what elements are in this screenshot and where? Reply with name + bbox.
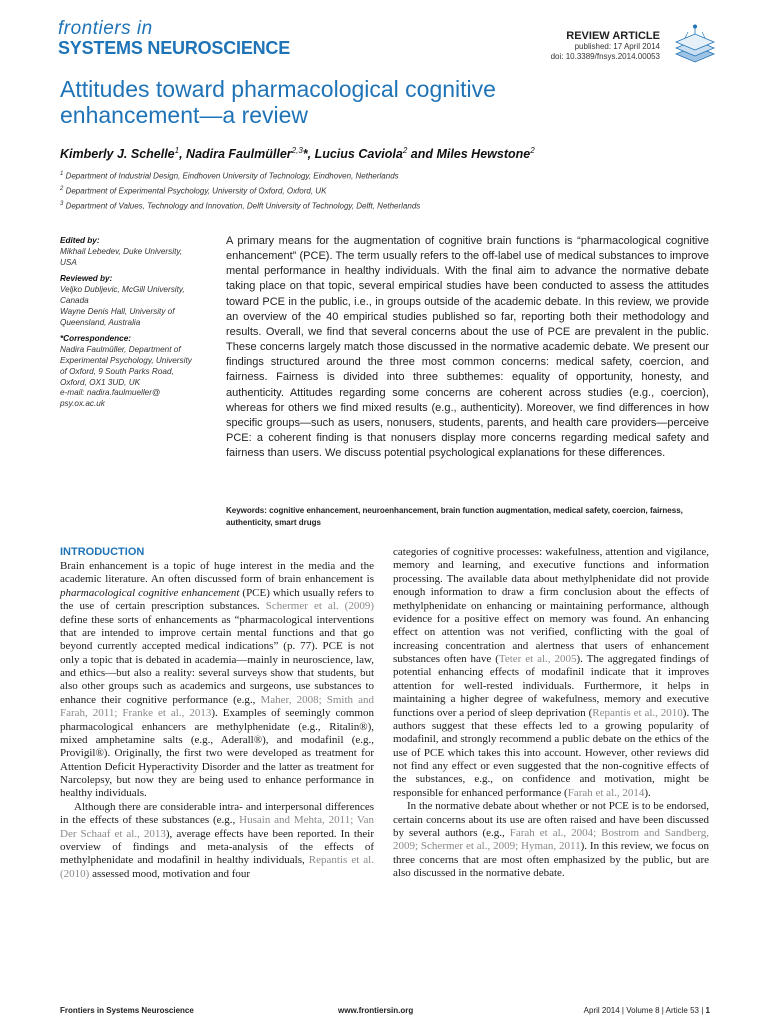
body-column-right [393, 546, 709, 880]
correspondence-label: *Correspondence: [60, 334, 131, 344]
text-run: Although there are considerable intra- and interpersonal differences in the effects of these substances (e.g., [60, 800, 374, 827]
citation-link[interactable]: Repantis et al., 2010 [592, 706, 683, 719]
text-run: ). In this review, we focus on three concerns that are most often emphasized by the public, but are also discussed in the normative debate. [393, 840, 709, 879]
article-meta [551, 30, 660, 62]
reviewer-line: Veljko Dubljevic, McGill University, [60, 285, 185, 295]
text-run: ). The aggregated findings of potential enhancing effects of modafinil indicate that it improves attention for well-rested individuals. Furthermore, it helps in maintaining a higher degree of wakefulness, memory and executive functions over a period of sleep deprivation ( [393, 653, 709, 719]
correspondence-email[interactable]: psy.ox.ac.uk [60, 399, 105, 409]
text-run: ), average effects have been reported. In their overview of findings and meta-analysis of the effects of methylphenidate and modafinil in healthy individuals, [60, 827, 375, 867]
citation-link[interactable]: Husain and Mehta, 2011; Van Der Schaaf et al., 2013 [60, 814, 375, 840]
affiliation-sup: 1 [60, 171, 64, 177]
affiliation-text: Department of Experimental Psychology, University of Oxford, Oxford, UK [65, 186, 327, 196]
author-affil-sup: 1 [174, 146, 180, 155]
author-separator: and [407, 147, 437, 162]
correspondence-line: Oxford, OX1 3UD, UK [60, 377, 141, 387]
reviewer-line: Queensland, Australia [60, 317, 141, 327]
abstract: A primary means for the augmentation of cognitive brain functions is “pharmacological cognitive enhancement” (PCE). The term usually refers to the off-label use of medical substances to improve mental performance in healthy individuals. With the final aim to advance the normative debate taking place on that topic, several empirical studies have been conducted to assess the attitudes toward PCE in the public, i.e., in groups outside of the academic debate. In this review, we provide an overview of the 40 empirical studies published so far, reporting both their methodology and results. Overall, we find that several concerns about the use of PCE are prevalent in the public. These concerns largely match those discussed in the normative academic debate. We present our findings structured around the three most common concerns: medical safety, coercion, and fairness. Fairness is divided into three subthemes: equality of opportunity, honesty, and authenticity. Attitudes regarding some concerns are coherent across studies (e.g., coercion), whereas for others we find mixed results (e.g., authenticity). Moreover, we find differences in how specific groups—such as users, nonusers, students, parents, and health care providers—perceive PCE: a coherent finding is that nonusers display more concerns regarding medical safety and fairness than users. We discuss potential psychological explanations for these differences. [226, 235, 709, 460]
author-affil-sup: 2 [402, 146, 408, 155]
edited-by-label: Edited by: [60, 236, 100, 245]
doi: doi: 10.3389/fnsys.2014.00053 [550, 52, 660, 61]
text-run: ). [644, 786, 651, 799]
reviewed-by-label: Reviewed by: [60, 274, 113, 284]
affiliation [60, 168, 420, 183]
section-heading-introduction: INTRODUCTION [60, 546, 145, 558]
reviewer-line: Canada [60, 295, 89, 305]
paragraph [60, 801, 374, 881]
text-run: define these sorts of enhancements as “pharmacological interventions that are intended to improve certain mental functions and that go beyond currently accepted medical indications” (p. 77). PCE is not only a topic that is debated in academia—mainly in neuroscience, law, and ethics—but also a reality: several surveys show that students, but also other groups such as academics and surgeons, use substances to enhance their cognitive performance (e.g., [60, 613, 374, 706]
text-run: (PCE) which usually refers to the use of certain prescription substances. [60, 586, 374, 613]
citation-link[interactable]: Farah et al., 2004; Bostrom and Sandberg, 2009; Schermer et al., 2009; Hyman, 2011 [393, 826, 709, 853]
footer-journal: Frontiers in Systems Neuroscience [60, 1006, 194, 1015]
author-separator: , [179, 147, 187, 162]
citation-link[interactable]: Maher, 2008; Smith and Farah, 2011; Franke et al., 2013 [60, 693, 374, 720]
emphasis: pharmacological cognitive enhancement [60, 586, 240, 599]
editor-line: USA [60, 257, 77, 267]
journal-brand [58, 20, 290, 58]
text-run: ). Examples of seemingly common pharmacological enhancers are methylphenidate (e.g., Ritalin®), mixed amphetamine salts (e.g., Aderall®), and modafinil (e.g., Provigil®). Originally, the first two were developed as treatment for Attention Deficit Hyperactivity Disorder and the latter as treatment for Narcolepsy, but now they are being used to enhance performance in healthy individuals. [60, 707, 374, 800]
footer-issue-text: April 2014 | Volume 8 | Article 53 | [583, 1006, 704, 1015]
affiliation-sup: 2 [60, 186, 64, 193]
author-name: Miles Hewstone [436, 147, 531, 162]
author-affil-sup: 2,3 [291, 146, 303, 155]
citation-link[interactable]: Schermer et al. (2009) [265, 600, 374, 613]
body-column-left [60, 560, 374, 881]
correspondence-line: Nadira Faulmüller, Department of [60, 345, 181, 355]
author-name: Kimberly J. Schelle [60, 147, 175, 162]
journal-name-line1: frontiers in [58, 18, 153, 39]
stack-logo-icon [670, 24, 720, 66]
text-run: assessed mood, motivation and four [89, 867, 251, 880]
paragraph [393, 546, 709, 800]
author-name: Lucius Caviola [314, 147, 403, 162]
affiliation [60, 198, 420, 213]
text-run: ). The authors suggest that these effects led to a growing popularity of modafinil, and strongly recommend a public debate on the ethics of the use of PCE which takes this into account. However, other reviews did not find any effect or even suggested that the non-cognitive effects of the substances, e.g., on confidence and motivation, might be responsible for enhanced performance ( [393, 706, 709, 799]
citation-link[interactable]: Teter et al., 2005 [498, 653, 577, 665]
editorial-sidebar [60, 232, 220, 410]
paragraph [393, 800, 709, 880]
affiliation-text: Department of Industrial Design, Eindhoven University of Technology, Eindhoven, Netherlands [65, 171, 399, 181]
author-affil-sup: 2 [530, 146, 535, 155]
article-type: REVIEW ARTICLE [566, 30, 660, 42]
affiliation [60, 183, 420, 198]
paragraph [60, 560, 374, 801]
editor-line: Mikhail Lebedev, Duke University, [60, 246, 183, 256]
citation-link[interactable]: Repantis et al. (2010) [60, 854, 374, 880]
affiliation-sup: 3 [60, 201, 64, 208]
footer-issue [584, 1006, 710, 1015]
correspondence-email[interactable]: e-mail: nadira.faulmueller@ [60, 388, 161, 398]
published-date: published: 17 April 2014 [574, 42, 660, 51]
author-list [60, 146, 535, 161]
footer-url[interactable]: www.frontiersin.org [338, 1006, 414, 1015]
keywords [226, 505, 709, 528]
correspondence-line: Experimental Psychology, University [60, 355, 192, 365]
journal-name-line2: SYSTEMS NEUROSCIENCE [58, 38, 291, 58]
article-title: Attitudes toward pharmacological cognitive enhancement—a review [60, 76, 496, 128]
text-run: categories of cognitive processes: wakefulness, attention and vigilance, memory and learning, and executive functions and information processing. The available data about methylphenidate did not provide enough information to draw a firm conclusion about the effects of methylphenidate on enhancing or maintaining performance, although evidence for a positive effect on memory was found. An enhancing effect on attention was not verified, conflicting with the goal of increasing concentration and alertness that users of enhancement substances often have ( [393, 546, 709, 665]
text-run: Brain enhancement is a topic of huge interest in the media and the academic literature. An often discussed form of brain enhancement is [60, 560, 374, 586]
citation-link[interactable]: Farah et al., 2014 [567, 786, 645, 799]
text-run: In the normative debate about whether or not PCE is to be endorsed, certain concerns about its use are often raised and have been discussed by several authors (e.g., [393, 800, 709, 839]
author-separator: *, [302, 147, 315, 162]
author-name: Nadira Faulmüller [186, 147, 292, 162]
correspondence-line: of Oxford, 9 South Parks Road, [60, 366, 174, 376]
keywords-text: cognitive enhancement, neuroenhancement, brain function augmentation, medical safety, coercion, fairness, authenticity, smart drugs [226, 506, 683, 527]
page-number: 1 [705, 1006, 710, 1015]
keywords-label: Keywords: [226, 506, 267, 515]
affiliation-text: Department of Values, Technology and Innovation, Delft University of Technology, Delft, Netherlands [65, 201, 421, 211]
affiliations [60, 168, 420, 213]
reviewer-line: Wayne Denis Hall, University of [60, 306, 175, 316]
